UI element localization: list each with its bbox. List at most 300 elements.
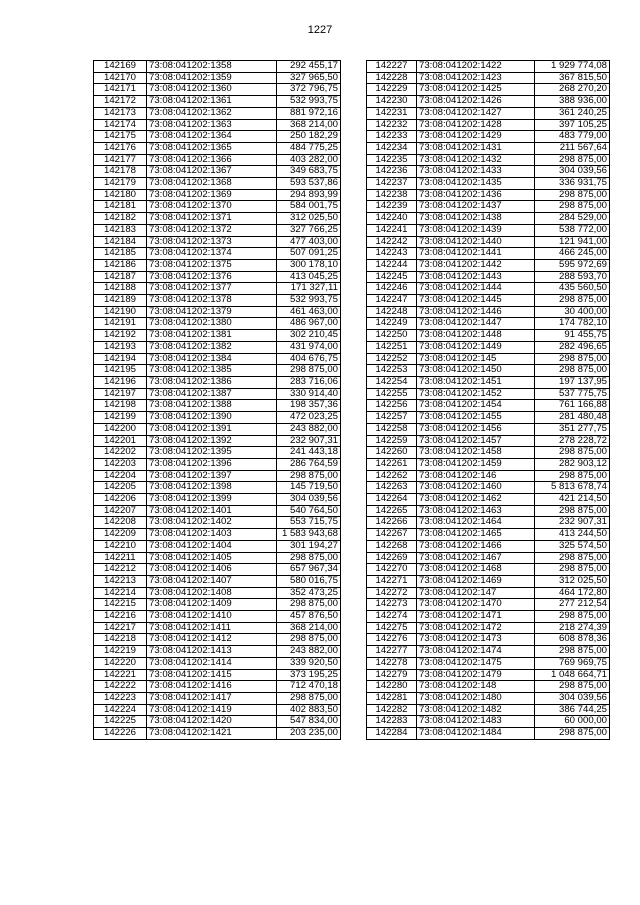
- table-row: [94, 458, 341, 470]
- table-row: [367, 119, 610, 131]
- cadastral-number: 73:08:041202:1367: [147, 166, 277, 178]
- cadastral-value: 5 813 678,74: [535, 482, 610, 494]
- cadastral-value: 540 764,50: [277, 505, 341, 517]
- table-row: [367, 201, 610, 213]
- cadastral-value: 171 327,11: [277, 283, 341, 295]
- table-row: [94, 166, 341, 178]
- table-row: [94, 412, 341, 424]
- cadastral-table-left: [93, 60, 341, 740]
- row-number: 142271: [367, 575, 417, 587]
- row-number: 142176: [94, 142, 147, 154]
- table-row: [367, 587, 610, 599]
- row-number: 142186: [94, 259, 147, 271]
- cadastral-number: 73:08:041202:1390: [147, 412, 277, 424]
- page-number: 1227: [307, 24, 333, 36]
- table-row: [94, 330, 341, 342]
- row-number: 142242: [367, 236, 417, 248]
- cadastral-number: 73:08:041202:1443: [417, 271, 535, 283]
- row-number: 142216: [94, 611, 147, 623]
- row-number: 142250: [367, 330, 417, 342]
- cadastral-number: 73:08:041202:1358: [147, 61, 277, 73]
- table-row: [94, 564, 341, 576]
- table-row: [367, 236, 610, 248]
- cadastral-value: 413 244,50: [535, 529, 610, 541]
- row-number: 142209: [94, 529, 147, 541]
- row-number: 142280: [367, 681, 417, 693]
- table-row: [94, 131, 341, 143]
- cadastral-number: 73:08:041202:1370: [147, 201, 277, 213]
- row-number: 142181: [94, 201, 147, 213]
- cadastral-number: 73:08:041202:1423: [417, 72, 535, 84]
- table-row: [367, 611, 610, 623]
- table-row: [94, 119, 341, 131]
- row-number: 142279: [367, 669, 417, 681]
- table-row: [94, 318, 341, 330]
- table-row: [367, 154, 610, 166]
- table-row: [367, 552, 610, 564]
- cadastral-number: 73:08:041202:1363: [147, 119, 277, 131]
- row-number: 142261: [367, 458, 417, 470]
- row-number: 142177: [94, 154, 147, 166]
- cadastral-number: 73:08:041202:1449: [417, 341, 535, 353]
- table-row: [94, 470, 341, 482]
- cadastral-number: 73:08:041202:1414: [147, 657, 277, 669]
- table-row: [367, 61, 610, 73]
- cadastral-number: 73:08:041202:1479: [417, 669, 535, 681]
- table-row: [367, 692, 610, 704]
- cadastral-value: 292 455,17: [277, 61, 341, 73]
- row-number: 142249: [367, 318, 417, 330]
- table-row: [94, 365, 341, 377]
- cadastral-number: 73:08:041202:1429: [417, 131, 535, 143]
- cadastral-number: 73:08:041202:1460: [417, 482, 535, 494]
- cadastral-number: 73:08:041202:1402: [147, 517, 277, 529]
- cadastral-number: 73:08:041202:1468: [417, 564, 535, 576]
- cadastral-number: 73:08:041202:1364: [147, 131, 277, 143]
- table-row: [367, 599, 610, 611]
- cadastral-value: 368 214,00: [277, 622, 341, 634]
- table-row: [367, 494, 610, 506]
- row-number: 142188: [94, 283, 147, 295]
- cadastral-number: 73:08:041202:1362: [147, 107, 277, 119]
- cadastral-value: 298 875,00: [535, 201, 610, 213]
- cadastral-value: 1 929 774,08: [535, 61, 610, 73]
- table-row: [367, 318, 610, 330]
- table-row: [94, 61, 341, 73]
- row-number: 142251: [367, 341, 417, 353]
- row-number: 142224: [94, 704, 147, 716]
- cadastral-value: 298 875,00: [277, 470, 341, 482]
- row-number: 142178: [94, 166, 147, 178]
- cadastral-value: 881 972,16: [277, 107, 341, 119]
- cadastral-value: 330 914,40: [277, 388, 341, 400]
- cadastral-number: 73:08:041202:1411: [147, 622, 277, 634]
- cadastral-number: 73:08:041202:1445: [417, 295, 535, 307]
- table-row: [367, 248, 610, 260]
- row-number: 142246: [367, 283, 417, 295]
- cadastral-number: 73:08:041202:1417: [147, 692, 277, 704]
- row-number: 142282: [367, 704, 417, 716]
- table-row: [94, 447, 341, 459]
- cadastral-number: 73:08:041202:1467: [417, 552, 535, 564]
- table-row: [367, 716, 610, 728]
- row-number: 142266: [367, 517, 417, 529]
- cadastral-number: 73:08:041202:1413: [147, 646, 277, 658]
- cadastral-number: 73:08:041202:1412: [147, 634, 277, 646]
- cadastral-number: 73:08:041202:1373: [147, 236, 277, 248]
- row-number: 142198: [94, 400, 147, 412]
- row-number: 142223: [94, 692, 147, 704]
- row-number: 142174: [94, 119, 147, 131]
- cadastral-number: 73:08:041202:1431: [417, 142, 535, 154]
- cadastral-value: 483 779,00: [535, 131, 610, 143]
- table-row: [367, 634, 610, 646]
- cadastral-number: 73:08:041202:1375: [147, 259, 277, 271]
- row-number: 142207: [94, 505, 147, 517]
- table-row: [94, 494, 341, 506]
- table-row: [94, 107, 341, 119]
- cadastral-number: 73:08:041202:1359: [147, 72, 277, 84]
- table-row: [367, 400, 610, 412]
- row-number: 142175: [94, 131, 147, 143]
- cadastral-number: 73:08:041202:1380: [147, 318, 277, 330]
- cadastral-number: 73:08:041202:1457: [417, 435, 535, 447]
- cadastral-value: 580 016,75: [277, 575, 341, 587]
- cadastral-number: 73:08:041202:1396: [147, 458, 277, 470]
- cadastral-value: 403 282,00: [277, 154, 341, 166]
- cadastral-value: 1 048 664,71: [535, 669, 610, 681]
- cadastral-value: 472 023,25: [277, 412, 341, 424]
- row-number: 142179: [94, 178, 147, 190]
- row-number: 142228: [367, 72, 417, 84]
- table-row: [94, 178, 341, 190]
- cadastral-value: 30 400,00: [535, 306, 610, 318]
- cadastral-value: 300 178,10: [277, 259, 341, 271]
- cadastral-value: 464 172,80: [535, 587, 610, 599]
- table-row: [367, 704, 610, 716]
- table-row: [94, 423, 341, 435]
- table-row: [367, 107, 610, 119]
- row-number: 142272: [367, 587, 417, 599]
- table-row: [367, 376, 610, 388]
- row-number: 142183: [94, 224, 147, 236]
- table-row: [367, 575, 610, 587]
- row-number: 142264: [367, 494, 417, 506]
- cadastral-value: 284 529,00: [535, 213, 610, 225]
- cadastral-value: 232 907,31: [535, 517, 610, 529]
- row-number: 142238: [367, 189, 417, 201]
- cadastral-number: 73:08:041202:1480: [417, 692, 535, 704]
- cadastral-value: 286 764,59: [277, 458, 341, 470]
- cadastral-value: 298 875,00: [535, 470, 610, 482]
- cadastral-number: 73:08:041202:1482: [417, 704, 535, 716]
- cadastral-value: 413 045,25: [277, 271, 341, 283]
- table-row: [367, 388, 610, 400]
- table-row: [367, 564, 610, 576]
- table-row: [94, 599, 341, 611]
- row-number: 142221: [94, 669, 147, 681]
- row-number: 142217: [94, 622, 147, 634]
- table-row: [94, 657, 341, 669]
- cadastral-number: 73:08:041202:1483: [417, 716, 535, 728]
- row-number: 142214: [94, 587, 147, 599]
- cadastral-value: 298 875,00: [535, 681, 610, 693]
- row-number: 142274: [367, 611, 417, 623]
- cadastral-value: 294 893,99: [277, 189, 341, 201]
- cadastral-number: 73:08:041202:1435: [417, 178, 535, 190]
- table-row: [94, 72, 341, 84]
- row-number: 142243: [367, 248, 417, 260]
- cadastral-value: 537 775,75: [535, 388, 610, 400]
- cadastral-number: 73:08:041202:1410: [147, 611, 277, 623]
- table-row: [94, 189, 341, 201]
- cadastral-value: 298 875,00: [535, 505, 610, 517]
- cadastral-value: 547 834,00: [277, 716, 341, 728]
- cadastral-number: 73:08:041202:1484: [417, 728, 535, 740]
- table-row: [94, 96, 341, 108]
- cadastral-value: 325 574,50: [535, 540, 610, 552]
- cadastral-number: 73:08:041202:1474: [417, 646, 535, 658]
- row-number: 142193: [94, 341, 147, 353]
- table-row: [94, 224, 341, 236]
- cadastral-number: 73:08:041202:1385: [147, 365, 277, 377]
- row-number: 142281: [367, 692, 417, 704]
- table-row: [94, 611, 341, 623]
- cadastral-value: 327 766,25: [277, 224, 341, 236]
- cadastral-number: 73:08:041202:1365: [147, 142, 277, 154]
- cadastral-value: 60 000,00: [535, 716, 610, 728]
- cadastral-value: 712 470,18: [277, 681, 341, 693]
- table-row: [367, 470, 610, 482]
- cadastral-number: 73:08:041202:1397: [147, 470, 277, 482]
- table-row: [367, 224, 610, 236]
- cadastral-number: 73:08:041202:1395: [147, 447, 277, 459]
- row-number: 142211: [94, 552, 147, 564]
- cadastral-value: 278 228,72: [535, 435, 610, 447]
- cadastral-value: 397 105,25: [535, 119, 610, 131]
- cadastral-value: 302 210,45: [277, 330, 341, 342]
- table-row: [367, 365, 610, 377]
- row-number: 142208: [94, 517, 147, 529]
- cadastral-value: 298 875,00: [535, 646, 610, 658]
- row-number: 142273: [367, 599, 417, 611]
- table-row: [367, 529, 610, 541]
- table-row: [94, 704, 341, 716]
- row-number: 142244: [367, 259, 417, 271]
- row-number: 142205: [94, 482, 147, 494]
- cadastral-value: 304 039,56: [535, 166, 610, 178]
- cadastral-number: 73:08:041202:1408: [147, 587, 277, 599]
- cadastral-value: 121 941,00: [535, 236, 610, 248]
- table-row: [367, 646, 610, 658]
- cadastral-value: 301 194,27: [277, 540, 341, 552]
- table-row: [367, 271, 610, 283]
- cadastral-value: 367 815,50: [535, 72, 610, 84]
- cadastral-number: 73:08:041202:1391: [147, 423, 277, 435]
- cadastral-number: 73:08:041202:1382: [147, 341, 277, 353]
- cadastral-number: 73:08:041202:1376: [147, 271, 277, 283]
- cadastral-number: 73:08:041202:1371: [147, 213, 277, 225]
- table-row: [367, 517, 610, 529]
- cadastral-value: 282 903,12: [535, 458, 610, 470]
- row-number: 142267: [367, 529, 417, 541]
- cadastral-value: 203 235,00: [277, 728, 341, 740]
- cadastral-number: 73:08:041202:1447: [417, 318, 535, 330]
- table-row: [94, 213, 341, 225]
- table-row: [367, 447, 610, 459]
- table-row: [367, 84, 610, 96]
- cadastral-value: 304 039,56: [535, 692, 610, 704]
- cadastral-value: 298 875,00: [535, 552, 610, 564]
- cadastral-number: 73:08:041202:1388: [147, 400, 277, 412]
- table-row: [94, 681, 341, 693]
- table-row: [367, 540, 610, 552]
- cadastral-number: 73:08:041202:1433: [417, 166, 535, 178]
- row-number: 142284: [367, 728, 417, 740]
- table-row: [367, 166, 610, 178]
- cadastral-number: 73:08:041202:1459: [417, 458, 535, 470]
- row-number: 142199: [94, 412, 147, 424]
- cadastral-value: 298 875,00: [535, 564, 610, 576]
- cadastral-value: 312 025,50: [535, 575, 610, 587]
- table-row: [94, 692, 341, 704]
- table-row: [94, 236, 341, 248]
- cadastral-value: 538 772,00: [535, 224, 610, 236]
- table-row: [367, 330, 610, 342]
- row-number: 142237: [367, 178, 417, 190]
- row-number: 142259: [367, 435, 417, 447]
- cadastral-value: 298 875,00: [277, 634, 341, 646]
- cadastral-table-right: [366, 60, 610, 740]
- row-number: 142226: [94, 728, 147, 740]
- table-row: [367, 213, 610, 225]
- table-row: [367, 423, 610, 435]
- cadastral-value: 351 277,75: [535, 423, 610, 435]
- cadastral-number: 73:08:041202:1421: [147, 728, 277, 740]
- table-row: [94, 728, 341, 740]
- table-row: [94, 84, 341, 96]
- cadastral-value: 298 875,00: [535, 611, 610, 623]
- cadastral-number: 73:08:041202:1454: [417, 400, 535, 412]
- cadastral-number: 73:08:041202:145: [417, 353, 535, 365]
- row-number: 142241: [367, 224, 417, 236]
- cadastral-value: 584 001,75: [277, 201, 341, 213]
- row-number: 142230: [367, 96, 417, 108]
- cadastral-number: 73:08:041202:1442: [417, 259, 535, 271]
- cadastral-value: 232 907,31: [277, 435, 341, 447]
- table-row: [94, 575, 341, 587]
- cadastral-value: 174 782,10: [535, 318, 610, 330]
- cadastral-value: 486 967,00: [277, 318, 341, 330]
- row-number: 142278: [367, 657, 417, 669]
- cadastral-number: 73:08:041202:1374: [147, 248, 277, 260]
- cadastral-number: 73:08:041202:1419: [147, 704, 277, 716]
- row-number: 142268: [367, 540, 417, 552]
- row-number: 142232: [367, 119, 417, 131]
- cadastral-number: 73:08:041202:1361: [147, 96, 277, 108]
- cadastral-number: 73:08:041202:1465: [417, 529, 535, 541]
- row-number: 142194: [94, 353, 147, 365]
- cadastral-value: 243 882,00: [277, 646, 341, 658]
- cadastral-value: 298 875,00: [277, 599, 341, 611]
- row-number: 142236: [367, 166, 417, 178]
- cadastral-number: 73:08:041202:1366: [147, 154, 277, 166]
- table-row: [94, 248, 341, 260]
- cadastral-number: 73:08:041202:148: [417, 681, 535, 693]
- row-number: 142197: [94, 388, 147, 400]
- cadastral-value: 145 719,50: [277, 482, 341, 494]
- row-number: 142219: [94, 646, 147, 658]
- table-row: [94, 376, 341, 388]
- row-number: 142220: [94, 657, 147, 669]
- table-row: [367, 178, 610, 190]
- row-number: 142173: [94, 107, 147, 119]
- cadastral-value: 218 274,39: [535, 622, 610, 634]
- cadastral-value: 304 039,56: [277, 494, 341, 506]
- cadastral-number: 73:08:041202:1409: [147, 599, 277, 611]
- table-row: [94, 353, 341, 365]
- table-row: [94, 283, 341, 295]
- table-row: [367, 341, 610, 353]
- cadastral-number: 73:08:041202:1450: [417, 365, 535, 377]
- cadastral-value: 466 245,00: [535, 248, 610, 260]
- cadastral-value: 484 775,25: [277, 142, 341, 154]
- table-row: [94, 435, 341, 447]
- table-row: [94, 634, 341, 646]
- cadastral-value: 361 240,25: [535, 107, 610, 119]
- cadastral-value: 386 744,25: [535, 704, 610, 716]
- cadastral-value: 388 936,00: [535, 96, 610, 108]
- row-number: 142248: [367, 306, 417, 318]
- row-number: 142254: [367, 376, 417, 388]
- row-number: 142231: [367, 107, 417, 119]
- cadastral-number: 73:08:041202:1406: [147, 564, 277, 576]
- cadastral-value: 336 931,75: [535, 178, 610, 190]
- cadastral-value: 327 965,50: [277, 72, 341, 84]
- cadastral-value: 431 974,00: [277, 341, 341, 353]
- cadastral-number: 73:08:041202:1399: [147, 494, 277, 506]
- cadastral-number: 73:08:041202:1379: [147, 306, 277, 318]
- table-row: [94, 517, 341, 529]
- row-number: 142206: [94, 494, 147, 506]
- cadastral-value: 657 967,34: [277, 564, 341, 576]
- row-number: 142200: [94, 423, 147, 435]
- cadastral-value: 298 875,00: [277, 365, 341, 377]
- row-number: 142277: [367, 646, 417, 658]
- row-number: 142180: [94, 189, 147, 201]
- row-number: 142255: [367, 388, 417, 400]
- table-row: [94, 622, 341, 634]
- cadastral-number: 73:08:041202:147: [417, 587, 535, 599]
- row-number: 142184: [94, 236, 147, 248]
- table-row: [94, 646, 341, 658]
- row-number: 142269: [367, 552, 417, 564]
- cadastral-value: 1 583 943,68: [277, 529, 341, 541]
- row-number: 142240: [367, 213, 417, 225]
- cadastral-number: 73:08:041202:1462: [417, 494, 535, 506]
- table-row: [367, 72, 610, 84]
- cadastral-value: 608 878,36: [535, 634, 610, 646]
- cadastral-value: 298 875,00: [535, 728, 610, 740]
- cadastral-value: 532 993,75: [277, 295, 341, 307]
- table-row: [367, 259, 610, 271]
- row-number: 142252: [367, 353, 417, 365]
- row-number: 142215: [94, 599, 147, 611]
- cadastral-number: 73:08:041202:1369: [147, 189, 277, 201]
- cadastral-value: 282 496,65: [535, 341, 610, 353]
- cadastral-number: 73:08:041202:1378: [147, 295, 277, 307]
- table-row: [94, 295, 341, 307]
